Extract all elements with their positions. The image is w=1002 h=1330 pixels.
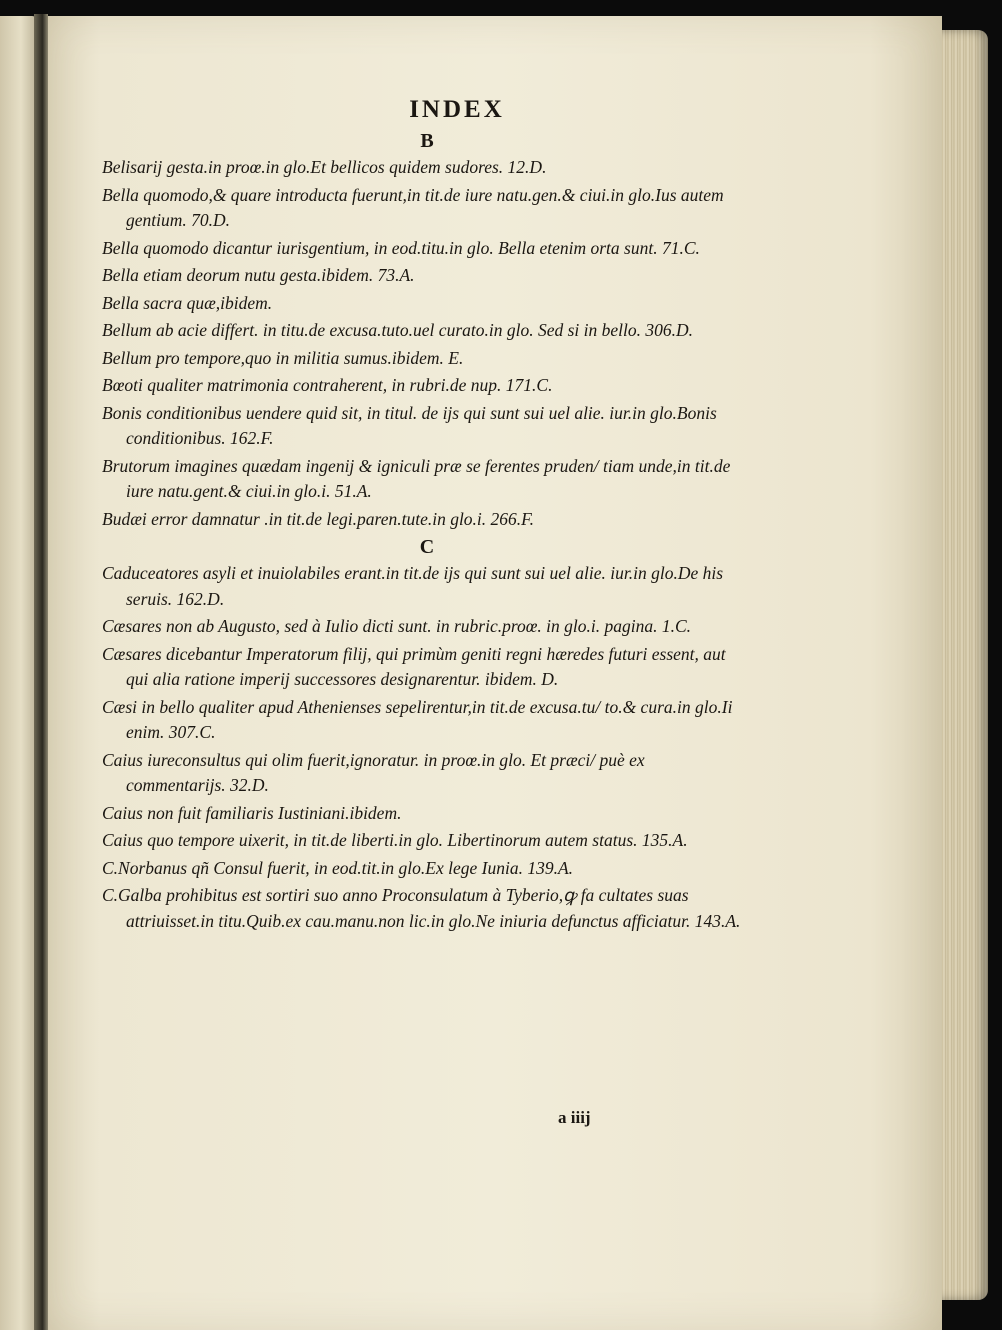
index-entry: Caius quo tempore uixerit, in tit.de liberti.in glo. Libertinorum autem status. 135.A. — [102, 830, 688, 850]
page-title: INDEX — [409, 96, 505, 123]
index-entry: Brutorum imagines quædam ingenij & igniculi præ se ferentes pruden/ tiam unde,in tit.de iure natu.gent.& ciui.in glo.i. 51.A. — [102, 455, 731, 501]
index-entry: Cæsi in bello qualiter apud Athenienses sepelirentur,in tit.de excusa.tu/ to.& cura.in glo.Ii enim. 307.C. — [102, 696, 733, 742]
section-c-entries — [102, 561, 742, 934]
section-b-entries — [102, 155, 742, 532]
facing-page-edge — [0, 16, 38, 1330]
index-entry: Cæsares non ab Augusto, sed à Iulio dicti sunt. in rubric.proœ. in glo.i. pagina. 1.C. — [102, 616, 692, 636]
index-entry: Cæsares dicebantur Imperatorum filij, qui primùm geniti regni hæredes futuri essent, aut qui alia ratione imperij successores designarentur. ibidem. D. — [102, 643, 726, 689]
index-entry: Bœoti qualiter matrimonia contraherent, in rubri.de nup. 171.C. — [102, 375, 553, 395]
index-entry: Bellum pro tempore,quo in militia sumus.ibidem. E. — [102, 347, 464, 368]
index-entry: Budæi error damnatur .in tit.de legi.paren.tute.in glo.i. 266.F. — [102, 508, 534, 529]
section-letter-b: B — [420, 130, 434, 152]
index-entry: Bellum ab acie differt. in titu.de excusa.tuto.uel curato.in glo. Sed si in bello. 306.D. — [102, 320, 694, 340]
index-entry: Bella sacra quæ,ibidem. — [102, 292, 273, 313]
index-entry: C.Norbanus qñ Consul fuerit, in eod.tit.in glo.Ex lege Iunia. 139.A. — [102, 857, 574, 878]
index-entry: Belisarij gesta.in proœ.in glo.Et bellicos quidem sudores. 12.D. — [102, 157, 547, 177]
index-entry: Bella etiam deorum nutu gesta.ibidem. 73.A. — [102, 265, 415, 285]
index-entry: Bella quomodo dicantur iurisgentium, in eod.titu.in glo. Bella etenim orta sunt. 71.C. — [102, 237, 700, 258]
section-letter-c: C — [419, 536, 435, 558]
index-entry: C.Galba prohibitus est sortiri suo anno Proconsulatum à Tyberio,ꝙ fa cultates suas attriuisset.in titu.Quib.ex cau.manu.non lic.in glo.Ne iniuria defunctus afficiatur. 143.A. — [102, 885, 741, 931]
signature-mark: a iiij — [558, 1108, 591, 1127]
index-entry: Caduceatores asyli et inuiolabiles erant.in tit.de ijs qui sunt sui uel alie. iur.in glo.De his seruis. 162.D. — [102, 563, 724, 609]
index-entry: Bella quomodo,& quare introducta fuerunt,in tit.de iure natu.gen.& ciui.in glo.Ius autem gentium. 70.D. — [102, 184, 724, 230]
binding-gutter — [34, 14, 48, 1330]
index-entry: Bonis conditionibus uendere quid sit, in titul. de ijs qui sunt sui uel alie. iur.in glo.Bonis conditionibus. 162.F. — [102, 402, 717, 448]
book-page — [46, 16, 942, 1330]
index-entry: Caius iureconsultus qui olim fuerit,ignoratur. in proœ.in glo. Et præci/ puè ex commentarijs. 32.D. — [102, 749, 645, 795]
index-content — [102, 96, 742, 936]
index-entry: Caius non fuit familiaris Iustiniani.ibidem. — [102, 802, 402, 823]
